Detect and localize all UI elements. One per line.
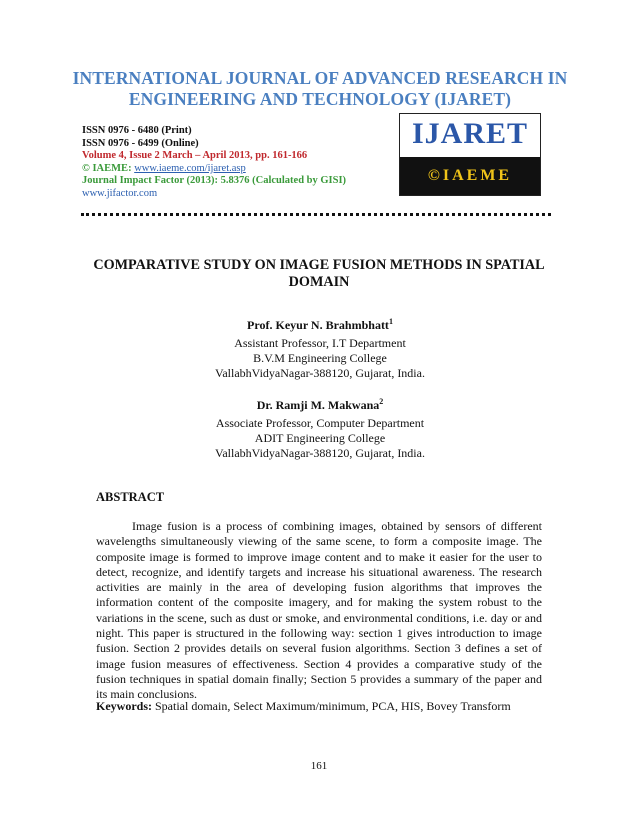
author-block-2 bbox=[140, 394, 500, 461]
journal-meta bbox=[82, 125, 346, 201]
keywords-label: Keywords: bbox=[96, 699, 152, 713]
iaeme-line bbox=[82, 163, 346, 176]
author-affiliation-line: Associate Professor, Computer Department bbox=[215, 416, 425, 430]
paper-title: COMPARATIVE STUDY ON IMAGE FUSION METHODS IN SPATIAL DOMAIN bbox=[93, 257, 545, 290]
author-affiliation-line: VallabhVidyaNagar-388120, Gujarat, India. bbox=[215, 446, 425, 460]
keywords-text: Spatial domain, Select Maximum/minimum, PCA, HIS, Bovey Transform bbox=[155, 699, 511, 713]
issn-print: ISSN 0976 - 6480 (Print) bbox=[82, 125, 192, 136]
abstract-text: Image fusion is a process of combining images, obtained by sensors of different wavelengths simultaneously viewing of the same scene, to form a composite image. The composite image is formed to improve image content and to make it easier for the user to detect, recognize, and identify targets and increase his situational awareness. The research activities are mainly in the area of developing fusion algorithms that improves the information content of the composite imagery, and for making the system robust to the variations in the scene, such as dust or smoke, and environmental conditions, i.e. day or and night. This paper is structured in the following way: section 1 gives introduction to image fusion. Section 2 provides details on several fusion algorithms. Section 3 defines a set of image fusion measures of effectiveness. Section 4 provides a comparative study of the fusion techniques in spatial domain finally; Section 5 provides a summary of the paper and its main conclusions. bbox=[96, 519, 542, 702]
iaeme-separator: : bbox=[128, 162, 135, 174]
author-affiliation-line: Assistant Professor, I.T Department bbox=[234, 336, 406, 350]
abstract-heading: ABSTRACT bbox=[96, 490, 165, 504]
logo-top-text: IJARET bbox=[411, 117, 529, 150]
author-affiliation-line: VallabhVidyaNagar-388120, Gujarat, India. bbox=[215, 366, 425, 380]
keywords-line bbox=[96, 699, 542, 714]
journal-title: INTERNATIONAL JOURNAL OF ADVANCED RESEARCH IN ENGINEERING AND TECHNOLOGY (IJARET) bbox=[72, 68, 568, 109]
header-divider bbox=[81, 213, 551, 216]
impact-factor: Journal Impact Factor (2013): 5.8376 (Calculated by GISI) bbox=[82, 175, 347, 187]
iaeme-prefix: © IAEME bbox=[82, 162, 129, 174]
iaeme-url-link[interactable]: www.iaeme.com/ijaret.asp bbox=[134, 162, 246, 174]
author-name-1: Prof. Keyur N. Brahmbhatt$^1$ bbox=[247, 317, 393, 332]
page-number: 161 bbox=[310, 760, 328, 772]
jifactor-link[interactable]: www.jifactor.com bbox=[82, 187, 158, 199]
author-affiliation-line: B.V.M Engineering College bbox=[253, 351, 387, 365]
author-name-2: Dr. Ramji M. Makwana$^2$ bbox=[256, 397, 384, 412]
logo-band-text: ©IAEME bbox=[400, 157, 540, 195]
volume-info: Volume 4, Issue 2 March – April 2013, pp. 161-166 bbox=[82, 150, 308, 162]
ijaret-logo bbox=[399, 113, 541, 196]
author-block-1 bbox=[140, 314, 500, 381]
author-affiliation-line: ADIT Engineering College bbox=[254, 431, 386, 445]
issn-online: ISSN 0976 - 6499 (Online) bbox=[82, 137, 199, 149]
